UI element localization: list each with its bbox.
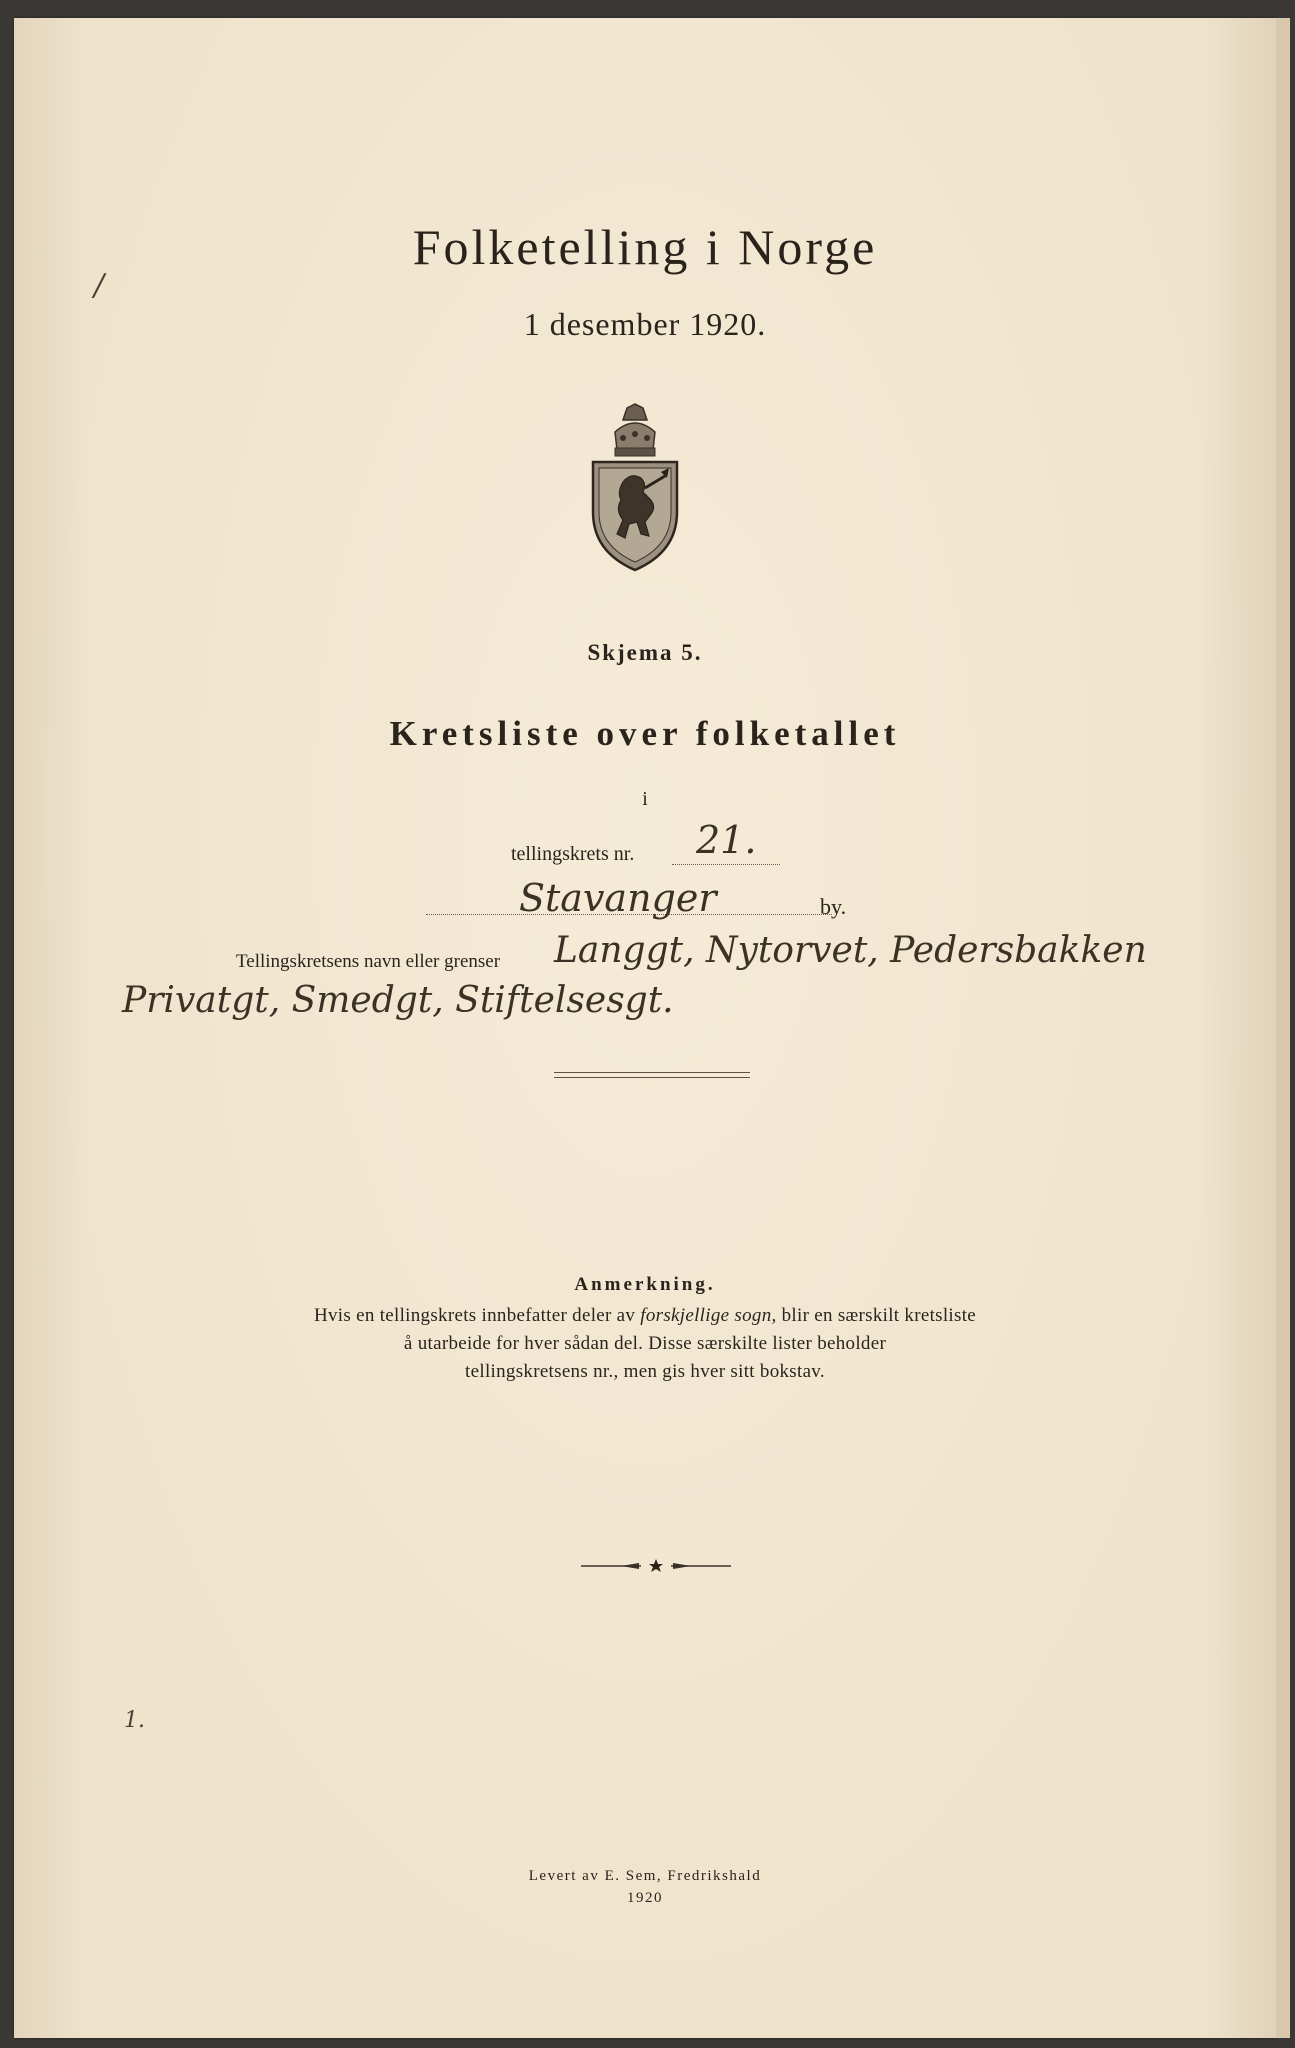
form-title: Folketelling i Norge xyxy=(412,219,878,275)
district-number-line xyxy=(672,864,780,865)
schema-number: Skjema 5. xyxy=(587,640,703,665)
separator-rule xyxy=(554,1072,750,1078)
form-heading: Kretsliste over folketallet xyxy=(389,714,901,753)
boundaries-line-1: Langgt, Nytorvet, Pedersbakken xyxy=(554,930,1147,971)
city-value: Stavanger xyxy=(519,876,717,920)
remark-line-1 xyxy=(14,1302,1276,1330)
census-form-page xyxy=(14,18,1276,2038)
page-edge xyxy=(1276,18,1290,2038)
margin-mark-one: 1. xyxy=(124,1708,145,1733)
boundaries-label: Tellingskretsens navn eller grenser xyxy=(236,951,501,972)
printer-year: 1920 xyxy=(627,1890,663,1906)
city-suffix: by. xyxy=(820,894,847,919)
boundaries-line-2: Privatgt, Smedgt, Stiftelsesgt. xyxy=(122,980,674,1021)
margin-mark-slash: / xyxy=(94,268,105,303)
preposition-i: i xyxy=(642,788,648,810)
ornament-divider-icon xyxy=(581,1556,731,1576)
remark-line-3: tellingskretsens nr., men gis hver sitt bokstav. xyxy=(465,1361,825,1382)
district-number-label: tellingskrets nr. xyxy=(511,843,635,865)
remark-line-1-end: blir en særskilt kretsliste xyxy=(776,1305,977,1326)
remark-line-2: å utarbeide for hver sådan del. Disse særskilte lister beholder xyxy=(403,1333,887,1354)
remark-heading: Anmerkning. xyxy=(574,1274,716,1295)
coat-of-arms-icon xyxy=(587,402,683,572)
form-date: 1 desember 1920. xyxy=(523,306,767,342)
district-number-value: 21. xyxy=(696,818,757,862)
remark-line-1-start: Hvis en tellingskrets innbefatter deler av xyxy=(313,1305,641,1326)
printer-credit: Levert av E. Sem, Fredrikshald xyxy=(528,1868,762,1884)
remark-line-1-emphasis: forskjellige sogn, xyxy=(640,1305,777,1326)
